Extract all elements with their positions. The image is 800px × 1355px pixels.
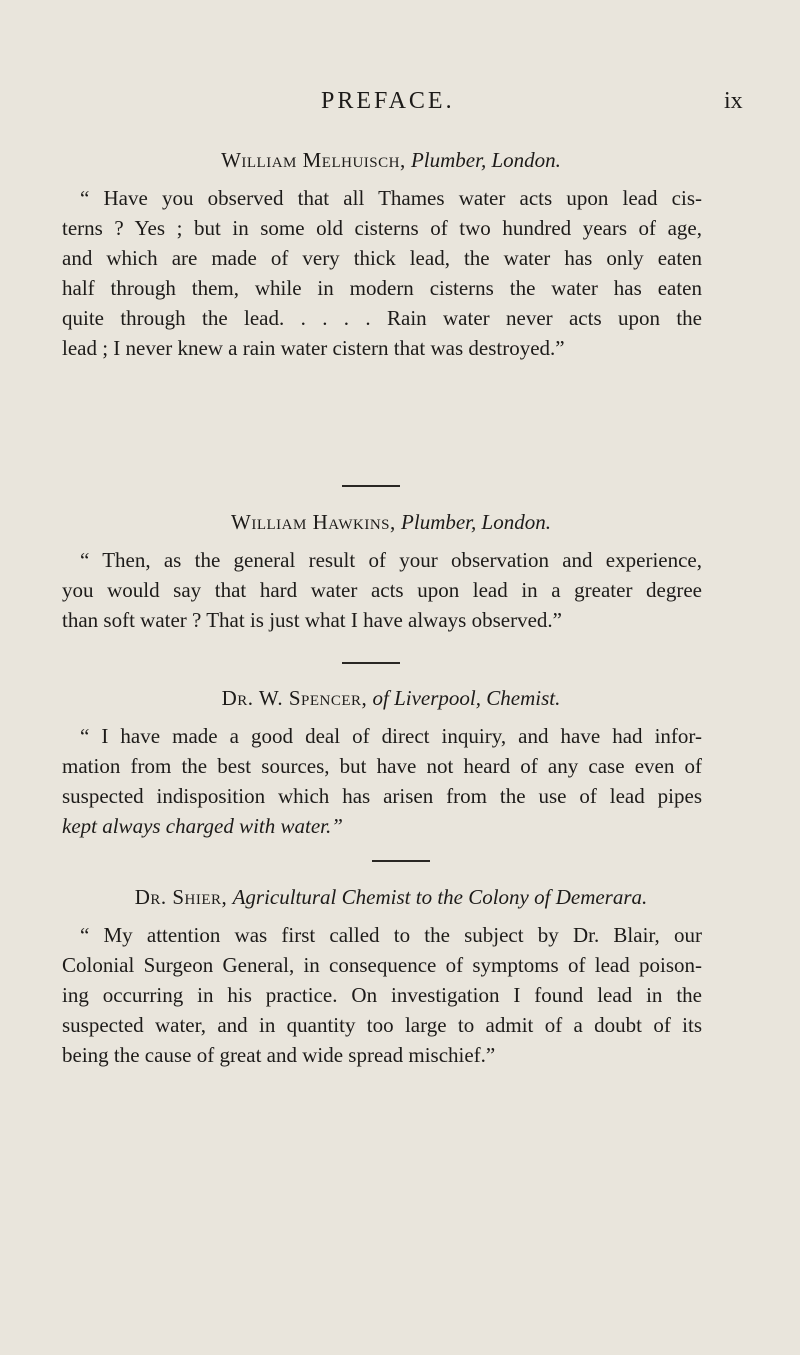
quote-line: you would say that hard water acts upon lead in a greater degree [62,578,702,602]
speaker-name: Dr. Shier, [134,885,228,909]
quote-line: “ I have made a good deal of direct inquiry, and have had infor- [80,724,702,748]
quote-line [62,811,702,841]
quote-line: terns ? Yes ; but in some old cisterns of two hundred years of age, [62,216,702,240]
entry-heading [80,683,702,713]
section-divider [372,860,430,862]
quote-line: quite through the lead. . . . . Rain water never acts upon the [62,306,702,330]
quotation [62,545,702,635]
section-divider [342,485,400,487]
speaker-name: William Hawkins, [231,510,396,534]
quote-line: half through them, while in modern cisterns the water has eaten [62,276,702,300]
testimony-shier [62,882,702,1070]
speaker-name: Dr. W. Spencer, [221,686,368,710]
speaker-role: Plumber, London. [401,510,551,534]
quote-line: Colonial Surgeon General, in consequence of symptoms of lead poison- [62,953,702,977]
speaker-name: William Melhuisch, [221,148,406,172]
quote-line: than soft water ? That is just what I have always observed.” [62,608,562,632]
quote-line: suspected indisposition which has arisen from the use of lead pipes [62,784,702,808]
testimony-melhuisch [62,145,702,363]
entry-heading [80,507,702,537]
speaker-role: Plumber, London. [410,148,561,172]
quotation [62,721,702,841]
testimony-spencer [62,683,702,841]
quote-line: suspected water, and in quantity too large to admit of a doubt of its [62,1013,702,1037]
quote-line: mation from the best sources, but have not heard of any case even of [62,754,702,778]
page-number: ix [724,88,743,114]
testimony-hawkins [62,507,702,635]
running-title: PREFACE. [321,88,455,114]
quote-line: lead ; I never knew a rain water cistern that was destroyed.” [62,336,565,360]
section-divider [342,662,400,664]
quote-line: “ Have you observed that all Thames water acts upon lead cis- [80,186,702,210]
quotation [62,920,702,1070]
running-head [0,88,800,118]
speaker-role: of Liverpool, Chemist. [372,686,561,710]
quotation [62,183,702,363]
quote-line: and which are made of very thick lead, the water has only eaten [62,246,702,270]
quote-line: “ Then, as the general result of your observation and experience, [80,548,702,572]
italic-quote-text: kept always charged with water.” [62,814,343,838]
entry-heading [80,882,702,912]
entry-heading [80,145,702,175]
quote-line: “ My attention was first called to the subject by Dr. Blair, our [80,923,702,947]
speaker-role: Agricultural Chemist to the Colony of Demerara. [232,885,648,909]
quote-line: ing occurring in his practice. On investigation I found lead in the [62,983,702,1007]
quote-line: being the cause of great and wide spread mischief.” [62,1043,496,1067]
